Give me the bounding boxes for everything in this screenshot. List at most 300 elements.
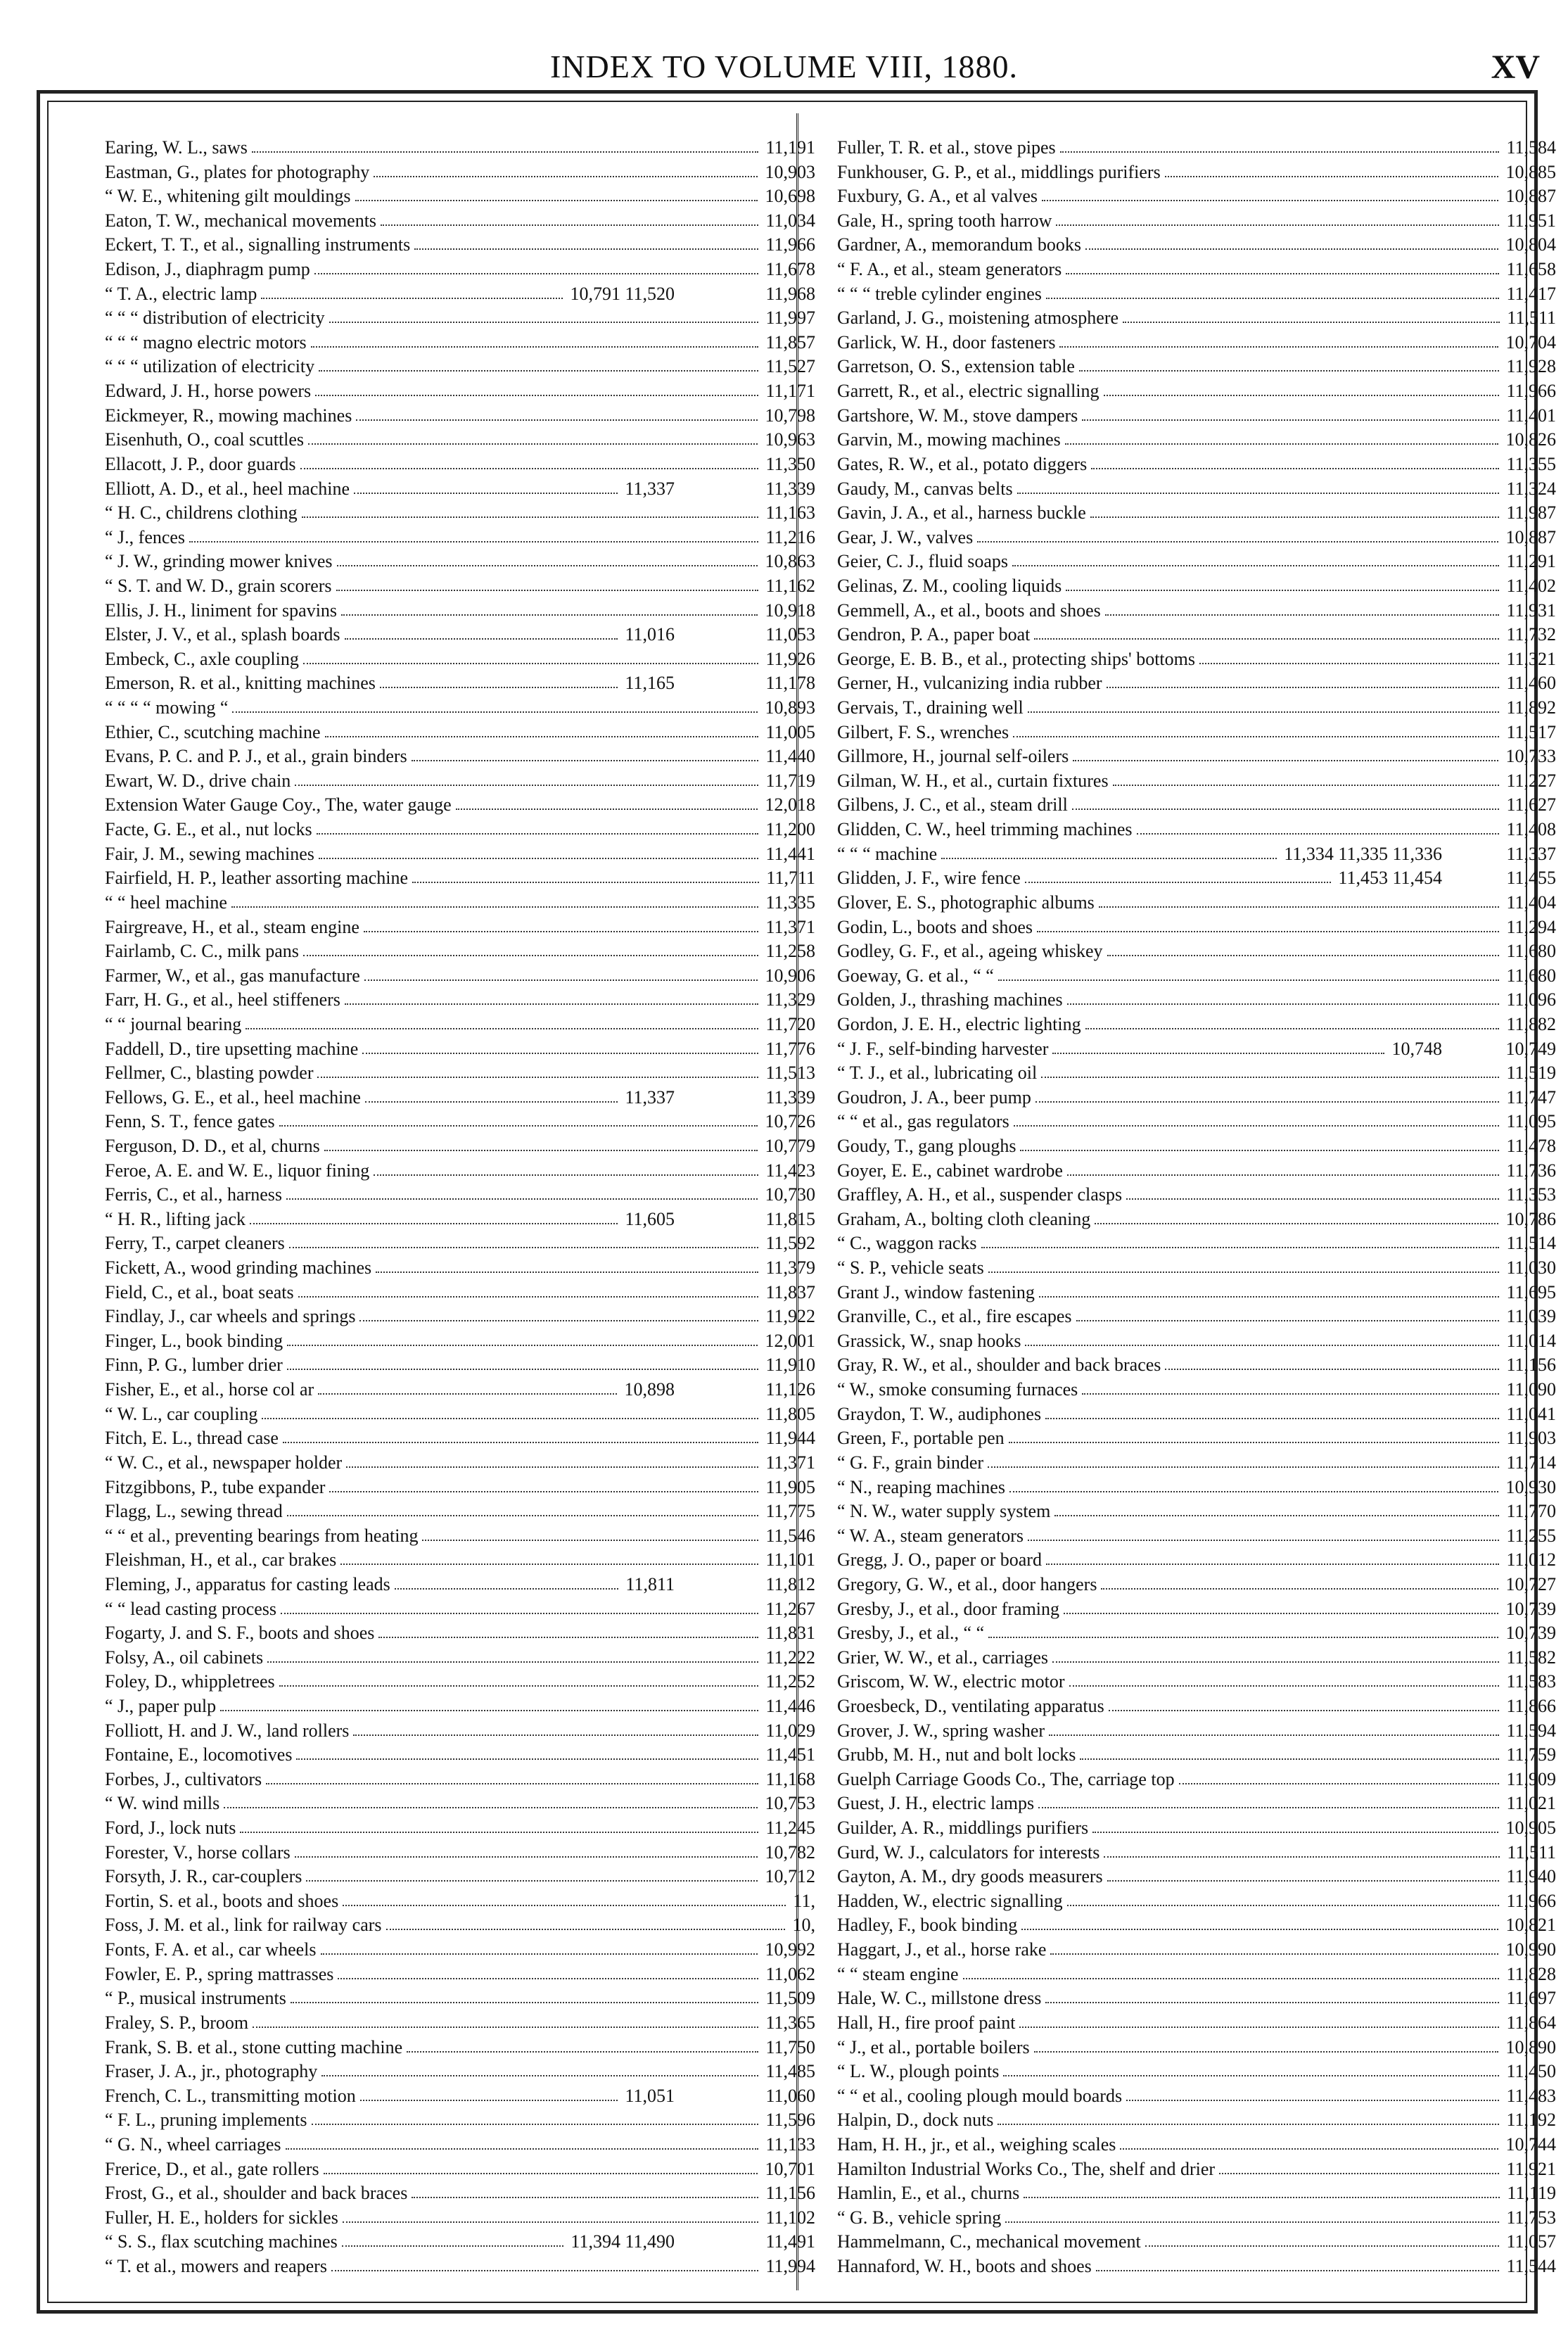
entry-number: 11,057: [1506, 2231, 1556, 2252]
entry-name: Ferguson, D. D., et al, churns: [105, 1135, 320, 1156]
leader-dots: [287, 1515, 758, 1516]
entry-name: French, C. L., transmitting motion: [105, 2085, 356, 2106]
leader-dots: [407, 2051, 758, 2053]
entry-number: 11,513: [765, 1063, 815, 1084]
entry-name: Gemmell, A., et al., boots and shoes: [837, 600, 1101, 621]
index-entry: [837, 769, 1556, 794]
entry-name: Gresby, J., et al., door framing: [837, 1598, 1060, 1619]
leader-dots: [329, 322, 758, 323]
index-entry: [837, 721, 1556, 745]
index-entry: [105, 1938, 815, 1962]
index-entry: [105, 1378, 815, 1402]
entry-number: 11,379: [765, 1257, 815, 1279]
leader-dots: [1012, 565, 1499, 566]
leader-dots: [252, 151, 758, 153]
entry-name: “ T. A., electric lamp: [105, 283, 257, 304]
entry-name: Gray, R. W., et al., shoulder and back braces: [837, 1355, 1161, 1376]
leader-dots: [981, 1247, 1499, 1248]
entry-name: Grassick, W., snap hooks: [837, 1330, 1021, 1351]
leader-dots: [988, 1271, 1499, 1273]
index-entry: [837, 282, 1556, 307]
entry-number: 11,095: [1506, 1111, 1556, 1132]
leader-dots: [267, 1661, 758, 1663]
entry-name: “ “ “ utilization of electricity: [105, 356, 315, 377]
leader-dots: [356, 419, 758, 421]
entry-name: Haggart, J., et al., horse rake: [837, 1939, 1047, 1960]
entry-name: Ewart, W. D., drive chain: [105, 770, 291, 791]
leader-dots: [1199, 663, 1499, 664]
index-entry: [837, 744, 1556, 769]
index-entry: [837, 2108, 1556, 2133]
index-entry: [837, 1913, 1556, 1938]
entry-name: Goudron, J. A., beer pump: [837, 1086, 1031, 1108]
entry-number: 11,335: [765, 892, 815, 913]
leader-dots: [287, 1345, 758, 1346]
index-entry: [105, 2230, 815, 2254]
leader-dots: [298, 1296, 758, 1298]
entry-name: Faddell, D., tire upsetting machine: [105, 1038, 359, 1059]
entry-number: 11,711: [766, 868, 815, 889]
entry-name: Fontaine, E., locomotives: [105, 1744, 293, 1765]
entry-name: Gervais, T., draining well: [837, 697, 1024, 718]
entry-name: “ “ lead casting process: [105, 1598, 277, 1619]
index-entry: [837, 136, 1556, 160]
index-entry: [105, 1524, 815, 1549]
entry-number: 11,968: [765, 283, 815, 304]
entry-name: Hannaford, W. H., boots and shoes: [837, 2256, 1092, 2277]
leader-dots: [1046, 298, 1499, 299]
leader-dots: [1041, 1077, 1499, 1078]
entry-number: 11,831: [765, 1623, 815, 1644]
entry-number: 11,441: [765, 843, 815, 864]
entry-name: Earing, W. L., saws: [105, 137, 248, 158]
entry-number: 10,698: [765, 186, 815, 207]
index-entry: [105, 2108, 815, 2133]
entry-name: Fisher, E., et al., horse col ar: [105, 1379, 314, 1400]
index-entry: [837, 1329, 1556, 1354]
index-entry: [105, 2206, 815, 2231]
entry-extra-numbers: 10,748: [1391, 1038, 1442, 1059]
leader-dots: [412, 2197, 758, 2198]
index-entry: [105, 1402, 815, 1427]
entry-number: 11,882: [1506, 1013, 1556, 1034]
leader-dots: [412, 882, 759, 883]
leader-dots: [338, 1978, 758, 1979]
entry-name: “ “ “ treble cylinder engines: [837, 283, 1042, 304]
index-entry: [837, 1670, 1556, 1694]
entry-number: 11,402: [1506, 575, 1556, 596]
index-entry: [837, 599, 1556, 623]
leader-dots: [359, 1320, 758, 1321]
entry-number: 11,544: [1506, 2256, 1556, 2277]
index-entry: [105, 282, 815, 307]
entry-name: Ethier, C., scutching machine: [105, 721, 321, 742]
entry-name: “ J. W., grinding mower knives: [105, 551, 333, 572]
entry-name: “ P., musical instruments: [105, 1988, 286, 2009]
entry-number: 11,041: [1506, 1403, 1556, 1424]
index-entry: [837, 1743, 1556, 1768]
leader-dots: [1090, 516, 1499, 518]
index-entry: [837, 1134, 1556, 1159]
entry-name: “ C., waggon racks: [837, 1233, 977, 1254]
leader-dots: [1082, 419, 1499, 421]
entry-number: 11,582: [1506, 1647, 1556, 1668]
entry-name: Ellis, J. H., liniment for spavins: [105, 600, 338, 621]
index-entry: [105, 233, 815, 258]
entry-name: Fitch, E. L., thread case: [105, 1428, 279, 1449]
index-entry: [837, 964, 1556, 989]
index-entry: [837, 2133, 1556, 2157]
leader-dots: [1017, 493, 1499, 494]
entry-name: Gilman, W. H., et al., curtain fixtures: [837, 770, 1109, 791]
entry-number: 11,252: [765, 1671, 815, 1692]
index-entry: [105, 160, 815, 185]
leader-dots: [300, 468, 758, 469]
entry-number: 11,732: [1506, 624, 1556, 645]
entry-number: 11,714: [1506, 1452, 1556, 1473]
leader-dots: [1137, 833, 1499, 835]
index-entry: [105, 891, 815, 915]
entry-number: 11,584: [1506, 137, 1556, 158]
entry-name: Groesbeck, D., ventilating apparatus: [837, 1696, 1104, 1716]
entry-name: Fickett, A., wood grinding machines: [105, 1257, 372, 1279]
entry-name: Graffley, A. H., et al., suspender clasps: [837, 1184, 1123, 1205]
leader-dots: [317, 1077, 758, 1078]
index-entry: [105, 1256, 815, 1281]
entry-name: “ W. wind mills: [105, 1793, 220, 1814]
entry-name: “ T. et al., mowers and reapers: [105, 2256, 327, 2277]
entry-number: 10,749: [1505, 1038, 1556, 1059]
entry-number: 11,455: [1506, 868, 1556, 889]
index-entry: [105, 696, 815, 721]
entry-number: 10,887: [1505, 526, 1556, 547]
entry-name: Finn, P. G., lumber drier: [105, 1355, 283, 1376]
entry-number: 11,053: [765, 624, 815, 645]
entry-name: Fleming, J., apparatus for casting leads: [105, 1573, 390, 1594]
index-entry: [105, 2060, 815, 2084]
leader-dots: [253, 2027, 758, 2028]
leader-dots: [289, 1247, 758, 1248]
index-entry: [837, 696, 1556, 721]
entry-number: 10,753: [765, 1793, 815, 1814]
index-entry: [837, 379, 1556, 404]
leader-dots: [1065, 443, 1498, 445]
leader-dots: [279, 1685, 758, 1687]
leader-dots: [963, 1978, 1499, 1979]
entry-number: 11,339: [765, 1086, 815, 1108]
index-entry: [837, 1207, 1556, 1232]
entry-number: 11,423: [765, 1160, 815, 1181]
leader-dots: [1085, 1028, 1499, 1029]
entry-number: 11,191: [765, 137, 815, 158]
right-column: [837, 136, 1556, 2279]
leader-dots: [324, 2173, 758, 2174]
leader-dots: [362, 1053, 758, 1054]
leader-dots: [1085, 248, 1498, 250]
leader-dots: [315, 395, 758, 396]
index-entry: [837, 988, 1556, 1013]
entry-name: Garvin, M., mowing machines: [837, 429, 1061, 450]
entry-number: 10,930: [1505, 1476, 1556, 1497]
entry-name: Godin, L., boots and shoes: [837, 916, 1033, 937]
leader-dots: [319, 370, 758, 372]
entry-name: Graydon, T. W., audiphones: [837, 1403, 1042, 1424]
entry-number: 11,255: [1506, 1525, 1556, 1546]
leader-dots: [317, 833, 758, 835]
entry-name: Farr, H. G., et al., heel stiffeners: [105, 989, 340, 1010]
leader-dots: [1028, 711, 1499, 713]
entry-name: Hadley, F., book binding: [837, 1915, 1018, 1936]
entry-number: 11,514: [1506, 1233, 1556, 1254]
index-entry: [105, 258, 815, 282]
entry-extra-numbers: 11,453 11,454: [1338, 868, 1442, 889]
index-entry: [837, 1061, 1556, 1086]
index-entry: [837, 2084, 1556, 2109]
index-entry: [837, 428, 1556, 452]
index-entry: [105, 1183, 815, 1207]
index-entry: [837, 1841, 1556, 1865]
index-entry: [837, 1573, 1556, 1597]
leader-dots: [1107, 955, 1499, 956]
leader-dots: [337, 565, 758, 566]
entry-name: Gregg, J. O., paper or board: [837, 1549, 1042, 1571]
entry-number: 11,775: [765, 1501, 815, 1522]
entry-name: Fitzgibbons, P., tube expander: [105, 1476, 326, 1497]
entry-number: 11,928: [1506, 356, 1556, 377]
entry-number: 11,178: [765, 673, 815, 694]
leader-dots: [220, 1710, 758, 1711]
leader-dots: [374, 176, 758, 177]
entry-number: 11,509: [765, 1988, 815, 2009]
entry-name: “ J. F., self-binding harvester: [837, 1038, 1049, 1059]
index-entry: [105, 1281, 815, 1305]
entry-name: Gendron, P. A., paper boat: [837, 624, 1031, 645]
entry-name: Frost, G., et al., shoulder and back braces: [105, 2183, 408, 2204]
index-entry: [105, 2157, 815, 2182]
leader-dots: [1072, 808, 1499, 810]
index-entry: [105, 2011, 815, 2036]
leader-dots: [295, 785, 758, 786]
leader-dots: [1067, 1905, 1499, 1906]
index-entry: [105, 1791, 815, 1816]
entry-number: 11,: [793, 1890, 815, 1911]
entry-number: 11,133: [765, 2133, 815, 2155]
index-entry: [105, 769, 815, 794]
leader-dots: [386, 1929, 785, 1930]
leader-dots: [1050, 1953, 1498, 1955]
leader-dots: [286, 1198, 758, 1200]
entry-name: Hadden, W., electric signalling: [837, 1890, 1063, 1911]
entry-name: Fogarty, J. and S. F., boots and shoes: [105, 1623, 375, 1644]
entry-name: Hall, H., fire proof paint: [837, 2012, 1016, 2033]
index-entry: [837, 1110, 1556, 1134]
entry-name: “ G. F., grain binder: [837, 1452, 984, 1473]
entry-name: Fellows, G. E., et al., heel machine: [105, 1086, 361, 1108]
index-entry: [105, 1499, 815, 1524]
entry-number: 11,216: [765, 526, 815, 547]
entry-name: Ford, J., lock nuts: [105, 1818, 236, 1839]
index-entry: [837, 501, 1556, 526]
entry-name: “ “ “ “ mowing “: [105, 697, 229, 718]
entry-name: Gregory, G. W., et al., door hangers: [837, 1573, 1097, 1594]
entry-number: 11,192: [1506, 2110, 1556, 2131]
entry-name: “ “ steam engine: [837, 1963, 959, 1984]
entry-number: 11,759: [1506, 1744, 1556, 1765]
entry-name: Gartshore, W. M., stove dampers: [837, 405, 1078, 426]
entry-number: 11,156: [1506, 1355, 1556, 1376]
leader-dots: [1039, 1296, 1499, 1298]
entry-number: 11,021: [1506, 1793, 1556, 1814]
entry-number: 11,736: [1506, 1160, 1556, 1181]
entry-number: 11,450: [1506, 2061, 1556, 2082]
entry-number: 11,245: [765, 1818, 815, 1839]
entry-number: 11,029: [765, 1720, 815, 1741]
leader-dots: [456, 808, 758, 810]
index-entry: [837, 2060, 1556, 2084]
index-entry: [837, 671, 1556, 696]
entry-number: 11,329: [765, 989, 815, 1010]
entry-name: Goudy, T., gang ploughs: [837, 1135, 1016, 1156]
entry-number: 10,863: [765, 551, 815, 572]
entry-number: 10,992: [765, 1939, 815, 1960]
leader-dots: [325, 736, 758, 737]
index-entry: [837, 160, 1556, 185]
entry-name: Guilder, A. R., middlings purifiers: [837, 1818, 1089, 1839]
entry-number: 11,339: [765, 478, 815, 499]
leader-dots: [998, 979, 1499, 981]
index-entry: [837, 1231, 1556, 1256]
index-entry: [105, 2133, 815, 2157]
entry-name: “ H. R., lifting jack: [105, 1208, 246, 1229]
entry-name: Eckert, T. T., et al., signalling instruments: [105, 234, 411, 255]
index-entry: [837, 355, 1556, 379]
leader-dots: [266, 1783, 758, 1784]
index-entry: [105, 1719, 815, 1744]
entry-number: 10,887: [1505, 186, 1556, 207]
entry-name: Farmer, W., et al., gas manufacture: [105, 965, 360, 986]
entry-number: 11,966: [1506, 1890, 1556, 1911]
entry-name: “ “ et al., preventing bearings from heating: [105, 1525, 419, 1546]
leader-dots: [1056, 224, 1499, 226]
index-entry: [105, 1865, 815, 1889]
entry-number: 11,478: [1506, 1135, 1556, 1156]
entry-name: Glidden, J. F., wire fence: [837, 868, 1021, 889]
leader-dots: [341, 614, 758, 616]
leader-dots: [1101, 1588, 1498, 1590]
entry-number: 11,944: [765, 1428, 815, 1449]
entry-name: “ L. W., plough points: [837, 2061, 1000, 2082]
entry-number: 11,511: [1507, 1841, 1556, 1863]
leader-dots: [311, 346, 758, 348]
leader-dots: [1009, 1442, 1499, 1443]
entry-name: Funkhouser, G. P., et al., middlings purifiers: [837, 161, 1161, 182]
entry-name: Gillmore, H., journal self-oilers: [837, 746, 1069, 767]
leader-dots: [1019, 2027, 1499, 2028]
entry-name: Hammelmann, C., mechanical movement: [837, 2231, 1141, 2252]
index-entry: [105, 623, 815, 647]
leader-dots: [240, 1832, 758, 1833]
index-entry: [837, 1865, 1556, 1889]
entry-name: Fellmer, C., blasting powder: [105, 1063, 314, 1084]
leader-dots: [1049, 1734, 1499, 1736]
entry-number: 11,417: [1506, 283, 1556, 304]
entry-number: 11,401: [1506, 405, 1556, 426]
index-entry: [105, 1621, 815, 1646]
leader-dots: [1045, 1418, 1499, 1419]
entry-name: Fowler, E. P., spring mattrasses: [105, 1963, 334, 1984]
leader-dots: [374, 1174, 758, 1176]
index-entry: [105, 1670, 815, 1694]
entry-name: “ H. C., childrens clothing: [105, 502, 298, 524]
leader-dots: [1005, 2221, 1499, 2223]
leader-dots: [997, 2124, 1499, 2125]
entry-number: 11,747: [1506, 1086, 1556, 1108]
index-entry: [837, 1548, 1556, 1573]
entry-number: 11,511: [1507, 307, 1556, 329]
index-entry: [105, 379, 815, 404]
entry-name: Granville, C., et al., fire escapes: [837, 1306, 1072, 1327]
entry-number: 11,910: [765, 1355, 815, 1376]
entry-number: 11,119: [1507, 2183, 1556, 2204]
leader-dots: [324, 1150, 758, 1151]
entry-number: 11,627: [1506, 794, 1556, 816]
entry-name: Green, F., portable pen: [837, 1428, 1005, 1449]
entry-number: 11,408: [1506, 819, 1556, 840]
index-entry: [105, 1646, 815, 1670]
entry-number: 11,750: [765, 2036, 815, 2057]
entry-number: 11,168: [765, 1768, 815, 1789]
leader-dots: [302, 516, 758, 518]
entry-number: 11,353: [1506, 1184, 1556, 1205]
leader-dots: [295, 1856, 758, 1858]
leader-dots: [1003, 2075, 1499, 2076]
leader-dots: [1109, 1710, 1499, 1711]
leader-dots: [1034, 638, 1499, 640]
entry-number: 11,096: [1506, 989, 1556, 1010]
index-entry: [105, 721, 815, 745]
index-entry: [105, 1305, 815, 1329]
entry-name: “ S. T. and W. D., grain scorers: [105, 575, 332, 596]
index-entry: [105, 1134, 815, 1159]
entry-number: 10,821: [1505, 1915, 1556, 1936]
entry-number: 11,321: [1506, 648, 1556, 669]
leader-dots: [1009, 1491, 1498, 1492]
index-entry: [105, 526, 815, 550]
entry-name: Garlick, W. H., door fasteners: [837, 331, 1056, 353]
leader-dots: [231, 906, 758, 908]
entry-name: Goeway, G. et al., “ “: [837, 965, 994, 986]
index-entry: [105, 818, 815, 842]
entry-number: 11,324: [1506, 478, 1556, 499]
entry-number: 11,163: [765, 502, 815, 524]
entry-number: 11,864: [1506, 2012, 1556, 2033]
leader-dots: [283, 1442, 758, 1443]
entry-number: 11,940: [1506, 1866, 1556, 1887]
leader-dots: [303, 955, 758, 956]
index-entry: [837, 1621, 1556, 1646]
index-entry: [837, 477, 1556, 502]
entry-number: 11,451: [765, 1744, 815, 1765]
index-entry: [105, 1353, 815, 1378]
leader-dots: [336, 590, 758, 591]
leader-dots: [329, 1491, 758, 1492]
entry-number: 10,826: [1505, 429, 1556, 450]
entry-name: Foss, J. M. et al., link for railway cars: [105, 1915, 382, 1936]
entry-name: Grubb, M. H., nut and bolt locks: [837, 1744, 1076, 1765]
left-column: [105, 136, 815, 2279]
index-entry: [105, 1597, 815, 1622]
leader-dots: [381, 224, 758, 226]
